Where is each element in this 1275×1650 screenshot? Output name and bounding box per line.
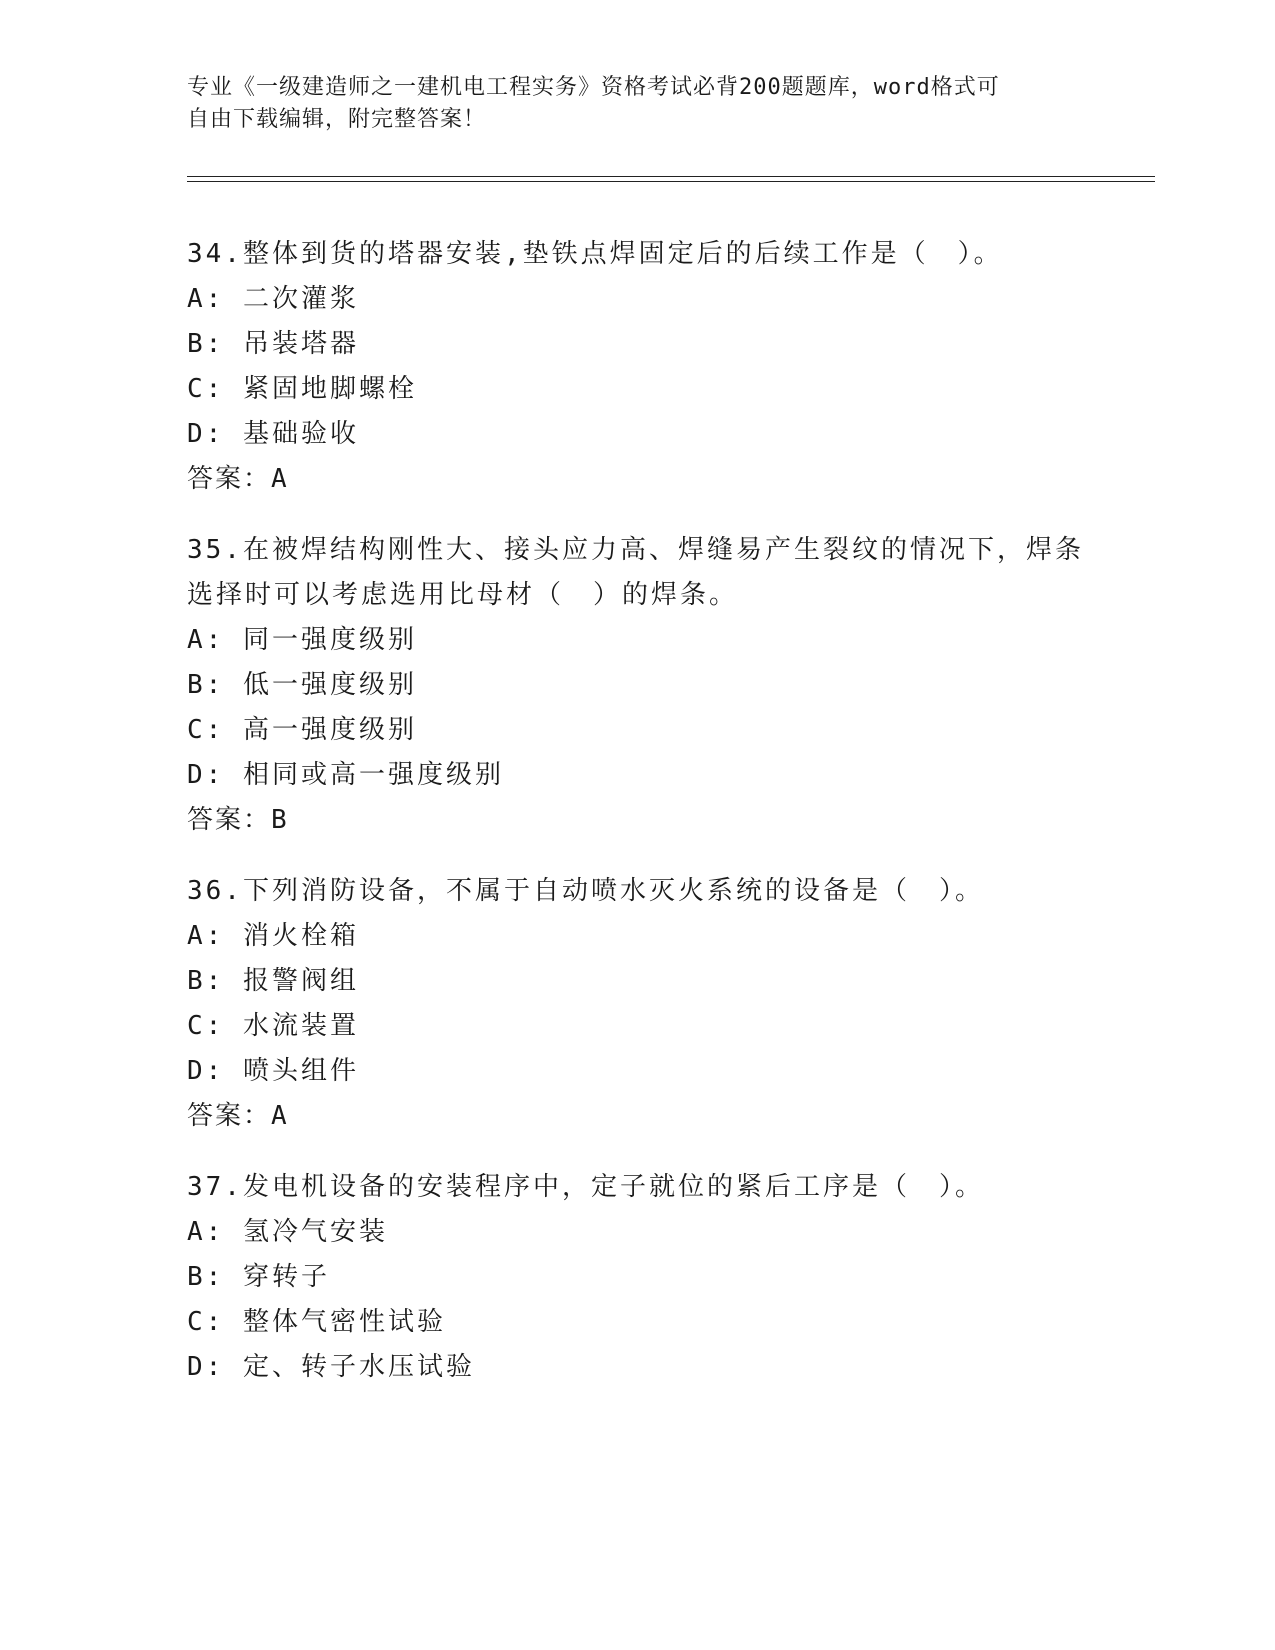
option-b: B: 穿转子: [187, 1262, 330, 1292]
option-a: A: 消火栓箱: [187, 921, 359, 951]
question-37: [187, 1165, 1087, 1390]
question-35: [187, 528, 1087, 843]
option-a: A: 氢冷气安装: [187, 1217, 388, 1247]
option-d: D: 定、转子水压试验: [187, 1352, 475, 1382]
option-b: B: 低一强度级别: [187, 670, 417, 700]
answer-line: 答案：B: [187, 805, 289, 835]
option-b: B: 报警阀组: [187, 966, 359, 996]
question-36: [187, 869, 1087, 1139]
header-line-2: 自由下载编辑，附完整答案！: [187, 107, 487, 132]
question-list: [187, 232, 1087, 1416]
option-c: C: 高一强度级别: [187, 715, 417, 745]
header-line-1: 专业《一级建造师之一建机电工程实务》资格考试必背200题题库，word格式可: [187, 75, 1000, 100]
answer-line: 答案：A: [187, 1101, 289, 1131]
option-a: A: 二次灌浆: [187, 284, 359, 314]
document-header: [187, 72, 1087, 136]
option-a: A: 同一强度级别: [187, 625, 417, 655]
option-d: D: 喷头组件: [187, 1056, 359, 1086]
question-stem: 35.在被焊结构刚性大、接头应力高、焊缝易产生裂纹的情况下，焊条: [187, 535, 1084, 565]
question-34: [187, 232, 1087, 502]
question-stem: 34.整体到货的塔器安装,垫铁点焊固定后的后续工作是（ ）。: [187, 239, 1003, 269]
question-stem: 36.下列消防设备，不属于自动喷水灭火系统的设备是（ ）。: [187, 876, 984, 906]
header-divider: [187, 176, 1155, 182]
option-b: B: 吊装塔器: [187, 329, 359, 359]
option-d: D: 相同或高一强度级别: [187, 760, 504, 790]
option-d: D: 基础验收: [187, 419, 359, 449]
option-c: C: 整体气密性试验: [187, 1307, 446, 1337]
question-stem-continued: 选择时可以考虑选用比母材（ ）的焊条。: [187, 580, 739, 610]
option-c: C: 水流装置: [187, 1011, 359, 1041]
answer-line: 答案：A: [187, 464, 289, 494]
question-stem: 37.发电机设备的安装程序中，定子就位的紧后工序是（ ）。: [187, 1172, 984, 1202]
option-c: C: 紧固地脚螺栓: [187, 374, 417, 404]
